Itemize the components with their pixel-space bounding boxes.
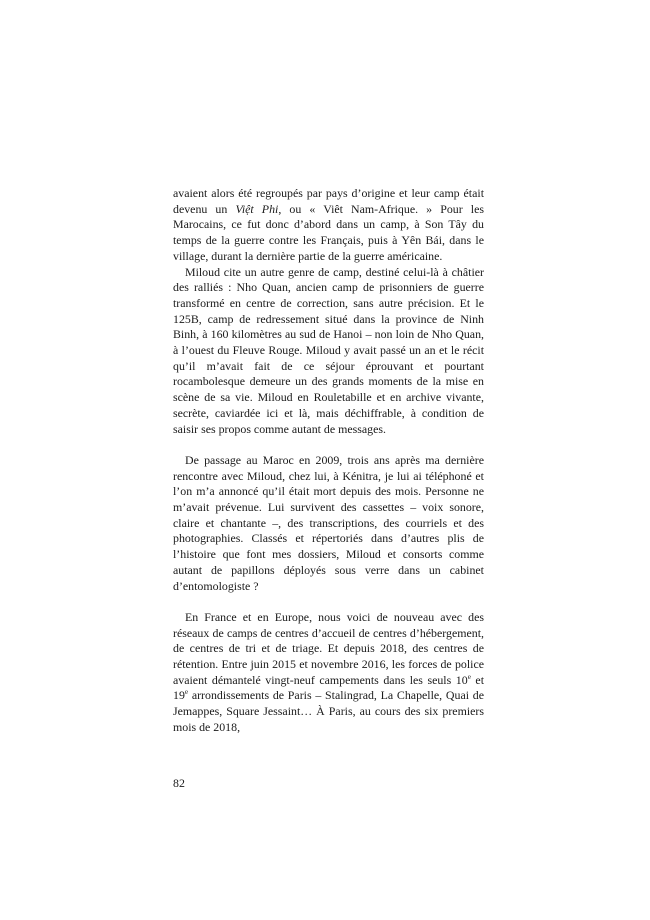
page-number: 82: [173, 776, 185, 790]
body-text: [173, 186, 484, 736]
paragraph-1: avaient alors été regroupés par pays d’origine et leur camp était devenu un Việt Phi, ou « Viêt Nam-Afrique. » Pour les Marocains, ce fut donc d’abord dans un camp, à Son Tây du temps de la guerre contre les Français, puis à Yên Bái, dans le village, durant la dernière partie de la guerre américaine.: [173, 186, 484, 263]
paragraph-4: En France et en Europe, nous voici de nouveau avec des réseaux de camps de centres d’accueil de centres d’hébergement, de centres de tri et de triage. Et depuis 2018, des centres de rétention. Entre juin 2015 et novembre 2016, les forces de police avaient démantelé vingt-neuf campements dans les seuls 10e et 19e arrondissements de Paris – Stalingrad, La Chapelle, Quai de Jemappes, Square Jessaint… À Paris, au cours des six premiers mois de 2018,: [173, 609, 484, 734]
paragraph-3: De passage au Maroc en 2009, trois ans après ma dernière rencontre avec Miloud, chez lui, à Kénitra, je lui ai téléphoné et l’on m’a annoncé qu’il était mort depuis des mois. Personne ne m’avait prévenue. Lui survivent des cassettes – voix sonore, claire et chantante –, des transcriptions, des courriels et des photographies. Classés et répertoriés dans d’autres plis de l’histoire que font mes dossiers, Miloud et consorts comme autant de papillons déployés sous verre dans un cabinet d’entomologiste ?: [173, 452, 484, 593]
paragraph-2: Miloud cite un autre genre de camp, destiné celui-là à châtier des ralliés : Nho Quan, ancien camp de prisonniers de guerre transformé en centre de correction, sans autre précision. Et le 125B, camp de redressement situé dans la province de Ninh Binh, à 160 kilomètres au sud de Hanoi – non loin de Nho Quan, à l’ouest du Fleuve Rouge. Miloud y avait passé un an et le récit qu’il m’avait fait de ce séjour éprouvant et pourtant rocambolesque demeure un des grands moments de la mise en scène de sa vie. Miloud en Rouletabille et en archive vivante, secrète, caviardée ici et là, mais déchiffrable, à condition de saisir ses propos comme autant de messages.: [173, 264, 484, 436]
